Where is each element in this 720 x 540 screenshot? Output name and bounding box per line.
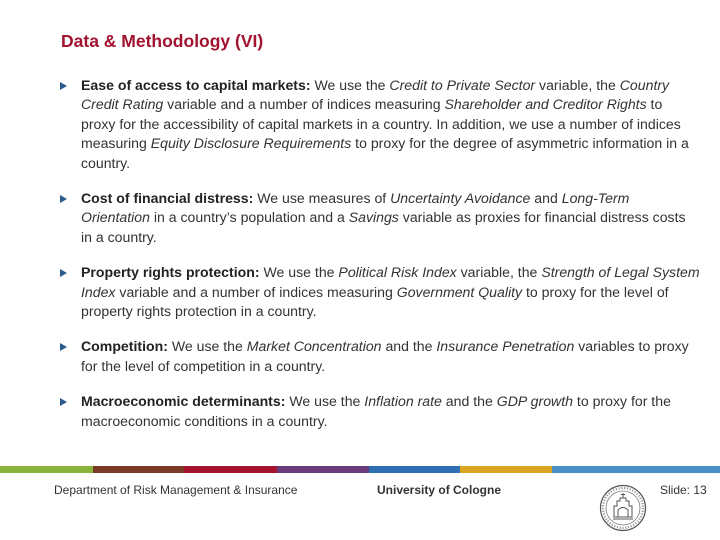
bullet-heading: Ease of access to capital markets: xyxy=(81,77,311,93)
color-bar-segment xyxy=(369,466,460,473)
bullet-text: variable as proxies for financial distress costs in a country. xyxy=(81,209,686,245)
footer-color-bar xyxy=(0,466,720,473)
bullet-text: variable, the xyxy=(456,264,542,281)
bullet-arrow-icon xyxy=(60,195,67,203)
bullet-list xyxy=(60,76,700,447)
bullet-arrow-icon xyxy=(60,82,67,90)
bullet-variable: Market Concentration xyxy=(246,338,382,355)
bullet-variable: Political Risk Index xyxy=(338,264,457,281)
footer-department: Department of Risk Management & Insurance xyxy=(54,483,298,497)
bullet-item xyxy=(60,263,700,321)
color-bar-segment xyxy=(93,466,184,473)
bullet-variable: Government Quality xyxy=(396,283,523,300)
bullet-variable: Equity Disclosure Requirements xyxy=(150,135,352,152)
bullet-item xyxy=(60,392,700,431)
bullet-heading: Cost of financial distress: xyxy=(81,190,254,207)
bullet-text: We use the xyxy=(310,77,390,93)
bullet-text: variable, the xyxy=(535,77,620,93)
color-bar-segment xyxy=(460,466,552,473)
bullet-text: variables to proxy for the level of competition in a country. xyxy=(81,338,689,374)
bullet-variable: Uncertainty Avoidance xyxy=(390,190,531,207)
bullet-item xyxy=(60,189,700,247)
bullet-variable: Credit to Private Sector xyxy=(389,77,536,93)
color-bar-segment xyxy=(277,466,369,473)
bullet-arrow-icon xyxy=(60,398,67,406)
bullet-text: We use the xyxy=(167,338,247,355)
bullet-text: to proxy for the accessibility of capital markets in a country. In addition, we use a number of indices measuring xyxy=(81,96,681,152)
slide-title: Data & Methodology (VI) xyxy=(61,31,264,51)
bullet-variable: Savings xyxy=(348,209,399,226)
bullet-text: to proxy for the macroeconomic conditions in a country. xyxy=(81,393,671,429)
bullet-text: We use the xyxy=(285,393,365,410)
bullet-variable: Insurance Penetration xyxy=(436,338,575,355)
bullet-variable: Shareholder and Creditor Rights xyxy=(444,96,647,113)
bullet-variable: Country Credit Rating xyxy=(81,77,670,113)
bullet-variable: Inflation rate xyxy=(364,393,442,410)
university-seal-icon xyxy=(599,484,647,532)
bullet-text: in a country’s population and a xyxy=(149,209,349,226)
bullet-variable: Long-Term Orientation xyxy=(81,190,630,226)
bullet-text: to proxy for the degree of asymmetric information in a country. xyxy=(81,135,689,171)
bullet-text: and the xyxy=(441,393,497,410)
bullet-text: variable and a number of indices measuring xyxy=(163,96,445,113)
bullet-variable: GDP growth xyxy=(496,393,573,410)
color-bar-segment xyxy=(552,466,720,473)
bullet-text: and the xyxy=(381,338,437,355)
slide-number: Slide: 13 xyxy=(660,483,707,497)
bullet-text: and xyxy=(530,190,562,207)
color-bar-segment xyxy=(0,466,93,473)
bullet-variable: Strength of Legal System Index xyxy=(81,264,700,300)
bullet-arrow-icon xyxy=(60,269,67,277)
bullet-text: We use the xyxy=(259,264,339,281)
footer-university: University of Cologne xyxy=(377,483,502,497)
bullet-arrow-icon xyxy=(60,343,67,351)
bullet-heading: Property rights protection: xyxy=(81,264,260,281)
bullet-item xyxy=(60,76,700,173)
bullet-text: We use measures of xyxy=(253,190,391,207)
bullet-text: to proxy for the level of property rights protection in a country. xyxy=(81,283,669,320)
bullet-text: variable and a number of indices measuring xyxy=(115,283,397,300)
bullet-heading: Macroeconomic determinants: xyxy=(81,393,286,410)
bullet-heading: Competition: xyxy=(81,338,168,355)
bullet-item xyxy=(60,337,700,376)
color-bar-segment xyxy=(184,466,277,473)
